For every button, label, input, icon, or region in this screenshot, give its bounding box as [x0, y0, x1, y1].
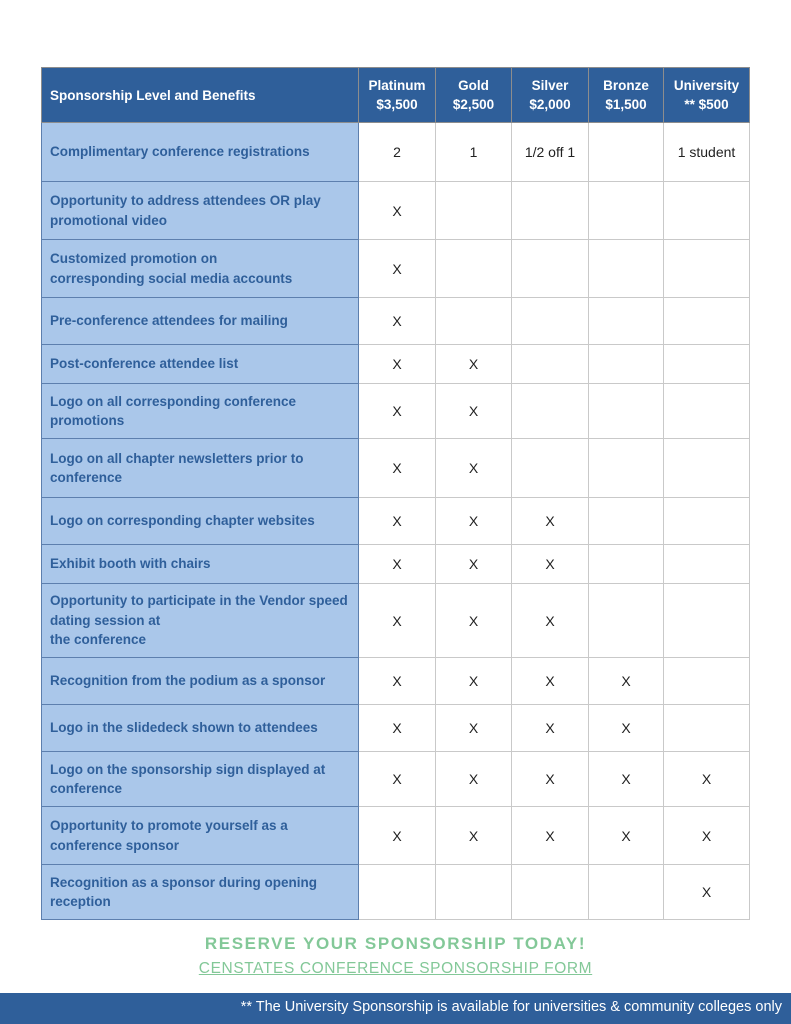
benefit-label: Recognition from the podium as a sponsor — [42, 658, 359, 705]
platinum-value: X — [359, 384, 436, 439]
gold-value: X — [436, 498, 512, 545]
bronze-value — [589, 345, 664, 384]
benefit-label: Logo in the slidedeck shown to attendees — [42, 705, 359, 752]
platinum-value: 2 — [359, 123, 436, 182]
bronze-value: X — [589, 705, 664, 752]
platinum-value: X — [359, 439, 436, 498]
benefit-label: Opportunity to participate in the Vendor speed dating session at the conference — [42, 584, 359, 658]
level-price: ** $500 — [684, 97, 729, 112]
benefit-label: Logo on all chapter newsletters prior to conference — [42, 439, 359, 498]
table-row — [42, 545, 750, 584]
gold-value: X — [436, 658, 512, 705]
university-value — [664, 384, 750, 439]
table-row — [42, 584, 750, 658]
gold-value — [436, 182, 512, 240]
benefit-label: Pre-conference attendees for mailing — [42, 298, 359, 345]
silver-value — [512, 384, 589, 439]
university-value — [664, 545, 750, 584]
table-row — [42, 384, 750, 439]
benefit-label: Post-conference attendee list — [42, 345, 359, 384]
university-value: X — [664, 807, 750, 865]
bronze-value — [589, 240, 664, 298]
table-row — [42, 498, 750, 545]
silver-value — [512, 240, 589, 298]
benefit-label: Logo on the sponsorship sign displayed at conference — [42, 752, 359, 807]
university-value — [664, 240, 750, 298]
gold-value: X — [436, 545, 512, 584]
benefit-label: Opportunity to promote yourself as a conference sponsor — [42, 807, 359, 865]
sponsorship-table — [41, 67, 750, 920]
platinum-value: X — [359, 807, 436, 865]
platinum-value: X — [359, 584, 436, 658]
bronze-value: X — [589, 752, 664, 807]
silver-value: X — [512, 584, 589, 658]
bronze-value: X — [589, 658, 664, 705]
silver-value: X — [512, 498, 589, 545]
level-price: $1,500 — [605, 97, 647, 112]
level-name: Platinum — [368, 78, 426, 93]
platinum-value: X — [359, 658, 436, 705]
sponsorship-form-link[interactable]: CENSTATES CONFERENCE SPONSORSHIP FORM — [198, 960, 593, 977]
bronze-value — [589, 298, 664, 345]
platinum-value: X — [359, 182, 436, 240]
level-price: $2,000 — [529, 97, 571, 112]
platinum-value: X — [359, 240, 436, 298]
level-name: Silver — [531, 78, 569, 93]
silver-value: 1/2 off 1 — [512, 123, 589, 182]
gold-value: X — [436, 439, 512, 498]
level-header-gold — [436, 68, 512, 123]
platinum-value: X — [359, 498, 436, 545]
bronze-value — [589, 123, 664, 182]
university-value — [664, 345, 750, 384]
table-row — [42, 182, 750, 240]
level-name: Gold — [458, 78, 489, 93]
silver-value — [512, 865, 589, 920]
silver-value — [512, 439, 589, 498]
gold-value: X — [436, 705, 512, 752]
table-row — [42, 439, 750, 498]
university-value: X — [664, 752, 750, 807]
bronze-value: X — [589, 807, 664, 865]
footer-bar — [0, 993, 791, 1024]
bronze-value — [589, 384, 664, 439]
level-name: University — [673, 78, 740, 93]
bronze-value — [589, 865, 664, 920]
gold-value — [436, 240, 512, 298]
silver-value: X — [512, 545, 589, 584]
silver-value — [512, 298, 589, 345]
university-value — [664, 498, 750, 545]
silver-value: X — [512, 752, 589, 807]
platinum-value: X — [359, 752, 436, 807]
gold-value: X — [436, 584, 512, 658]
level-price: $2,500 — [452, 97, 495, 112]
benefit-label: Customized promotion on corresponding social media accounts — [42, 240, 359, 298]
silver-value: X — [512, 807, 589, 865]
platinum-value: X — [359, 298, 436, 345]
benefit-label: Logo on all corresponding conference promotions — [42, 384, 359, 439]
platinum-value — [359, 865, 436, 920]
table-row — [42, 240, 750, 298]
platinum-value: X — [359, 705, 436, 752]
gold-value: X — [436, 384, 512, 439]
silver-value — [512, 345, 589, 384]
table-row — [42, 298, 750, 345]
university-value — [664, 705, 750, 752]
platinum-value: X — [359, 345, 436, 384]
platinum-value: X — [359, 545, 436, 584]
bronze-value — [589, 584, 664, 658]
reserve-sponsorship-headline: RESERVE YOUR SPONSORSHIP TODAY! — [204, 934, 587, 953]
footer-note: ** The University Sponsorship is available for universities & community colleges only — [240, 999, 782, 1015]
bronze-value — [589, 545, 664, 584]
level-header-university — [664, 68, 750, 123]
gold-value: X — [436, 752, 512, 807]
silver-value: X — [512, 705, 589, 752]
table-row — [42, 705, 750, 752]
level-price: $3,500 — [376, 97, 418, 112]
table-row — [42, 345, 750, 384]
header-benefits-label: Sponsorship Level and Benefits — [42, 68, 359, 123]
university-value — [664, 658, 750, 705]
university-value: X — [664, 865, 750, 920]
table-row — [42, 123, 750, 182]
bronze-value — [589, 498, 664, 545]
level-name: Bronze — [603, 78, 649, 93]
table-row — [42, 752, 750, 807]
level-header-platinum — [359, 68, 436, 123]
benefit-label: Complimentary conference registrations — [42, 123, 359, 182]
benefit-label: Opportunity to address attendees OR play promotional video — [42, 182, 359, 240]
table-row — [42, 865, 750, 920]
gold-value — [436, 865, 512, 920]
table-row — [42, 807, 750, 865]
bronze-value — [589, 439, 664, 498]
level-header-bronze — [589, 68, 664, 123]
table-header-row — [42, 68, 750, 123]
university-value — [664, 584, 750, 658]
university-value — [664, 182, 750, 240]
bronze-value — [589, 182, 664, 240]
benefit-label: Recognition as a sponsor during opening reception — [42, 865, 359, 920]
benefit-label: Exhibit booth with chairs — [42, 545, 359, 584]
silver-value — [512, 182, 589, 240]
university-value — [664, 298, 750, 345]
gold-value — [436, 298, 512, 345]
silver-value: X — [512, 658, 589, 705]
gold-value: X — [436, 345, 512, 384]
university-value — [664, 439, 750, 498]
gold-value: 1 — [436, 123, 512, 182]
table-row — [42, 658, 750, 705]
gold-value: X — [436, 807, 512, 865]
benefit-label: Logo on corresponding chapter websites — [42, 498, 359, 545]
level-header-silver — [512, 68, 589, 123]
university-value: 1 student — [664, 123, 750, 182]
